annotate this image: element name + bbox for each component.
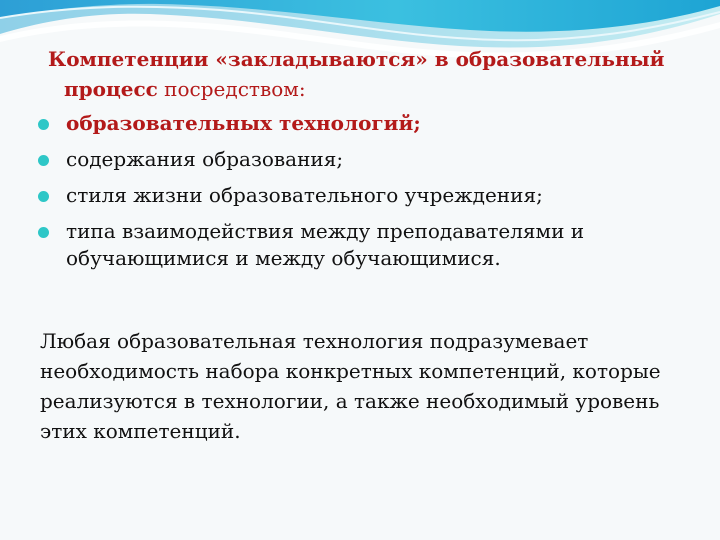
bullet-dot-icon	[38, 191, 49, 202]
intro-emphasis: Компетенции «закладываются» в образовательный процесс	[48, 47, 665, 101]
list-item	[38, 182, 688, 209]
closing-paragraph	[40, 326, 704, 446]
list-item	[38, 218, 688, 272]
bullet-dot-icon	[38, 119, 49, 130]
intro-paragraph	[48, 44, 704, 104]
list-item	[38, 110, 688, 137]
intro-tail: посредством:	[157, 77, 306, 101]
list-item	[38, 146, 688, 173]
bullet-dot-icon	[38, 227, 49, 238]
bullet-dot-icon	[38, 155, 49, 166]
bullet-text: содержания образования;	[66, 147, 344, 171]
bullet-text: образовательных технологий;	[66, 111, 421, 135]
bullet-list	[38, 110, 688, 272]
closing-text: Любая образовательная технология подразумевает необходимость набора конкретных компетенций, которые реализуются в технологии, а также необходимый уровень этих компетенций.	[40, 329, 661, 443]
bullet-text: стиля жизни образовательного учреждения;	[66, 183, 543, 207]
bullet-text: типа взаимодействия между преподавателями и обучающимися и между обучающимися.	[66, 219, 585, 270]
